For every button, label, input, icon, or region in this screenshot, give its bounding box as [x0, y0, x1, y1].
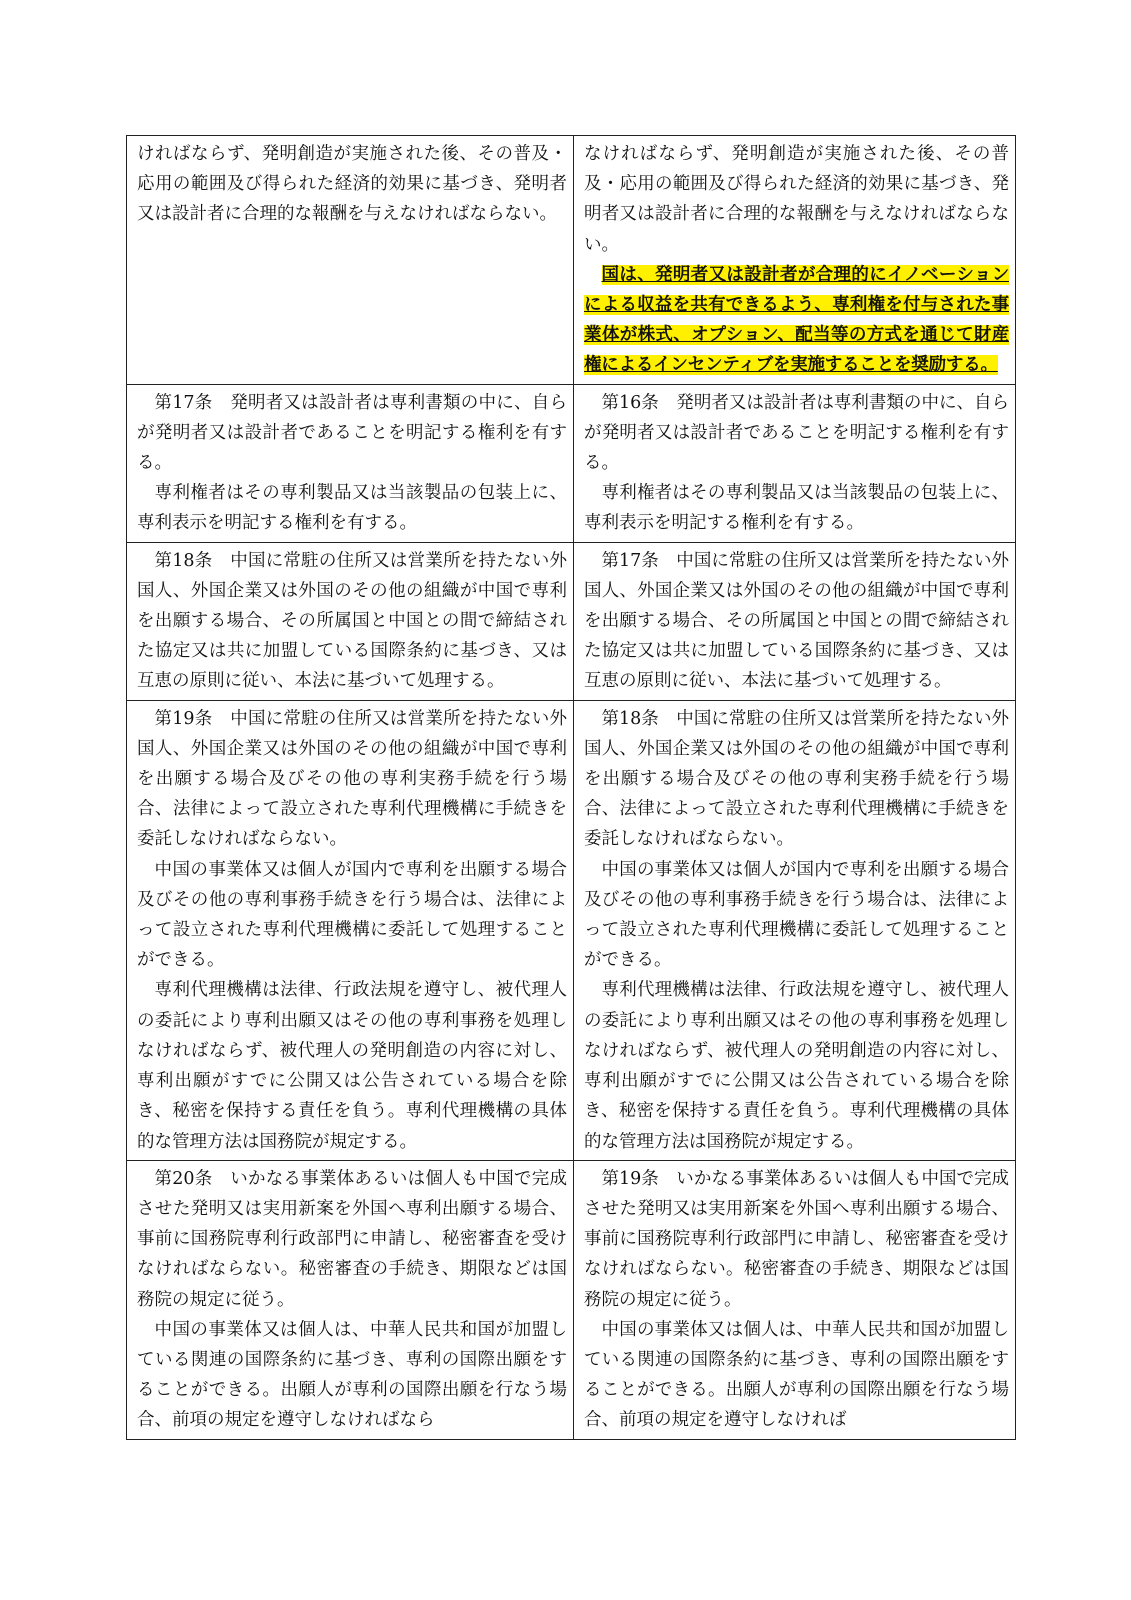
paragraph: 第16条 発明者又は設計者は専利書類の中に、自らが発明者又は設計者であることを明記する権利を有する。	[584, 392, 1009, 474]
paragraph: 第18条 中国に常駐の住所又は営業所を持たない外国人、外国企業又は外国のその他の組織が中国で専利を出願する場合、その所属国と中国との間で締結された協定又は共に加盟している国際条約に基づき、又は互恵の原則に従い、本法に基づいて処理する。	[137, 550, 567, 692]
paragraph: 専利代理機構は法律、行政法規を遵守し、被代理人の委託により専利出願又はその他の専利事務を処理しなければならず、被代理人の発明創造の内容に対し、専利出願がすでに公開又は公告されている場合を除き、秘密を保持する責任を負う。専利代理機構の具体的な管理方法は国務院が規定する。	[137, 980, 567, 1152]
paragraph: 中国の事業体又は個人が国内で専利を出願する場合及びその他の専利事務手続きを行う場合は、法律によって設立された専利代理機構に委託して処理することができる。	[137, 859, 567, 971]
paragraph: 第17条 発明者又は設計者は専利書類の中に、自らが発明者又は設計者であることを明記する権利を有する。	[137, 392, 567, 474]
table-row	[127, 384, 1016, 542]
new-text-cell	[574, 542, 1016, 700]
paragraph: 専利代理機構は法律、行政法規を遵守し、被代理人の委託により専利出願又はその他の専利事務を処理しなければならず、被代理人の発明創造の内容に対し、専利出願がすでに公開又は公告されている場合を除き、秘密を保持する責任を負う。専利代理機構の具体的な管理方法は国務院が規定する。	[584, 980, 1009, 1152]
old-text-cell	[127, 1160, 574, 1439]
old-text-cell	[127, 384, 574, 542]
paragraph: 第20条 いかなる事業体あるいは個人も中国で完成させた発明又は実用新案を外国へ専利出願する場合、事前に国務院専利行政部門に申請し、秘密審査を受けなければならない。秘密審査の手続き、期限などは国務院の規定に従う。	[137, 1168, 567, 1310]
table-row	[127, 700, 1016, 1160]
paragraph: なければならず、発明創造が実施された後、その普及・応用の範囲及び得られた経済的効果に基づき、発明者又は設計者に合理的な報酬を与えなければならない。	[584, 144, 1009, 255]
paragraph: 第18条 中国に常駐の住所又は営業所を持たない外国人、外国企業又は外国のその他の組織が中国で専利を出願する場合及びその他の専利実務手続を行う場合、法律によって設立された専利代理機構に手続きを委託しなければならない。	[584, 708, 1009, 850]
paragraph: 第19条 いかなる事業体あるいは個人も中国で完成させた発明又は実用新案を外国へ専利出願する場合、事前に国務院専利行政部門に申請し、秘密審査を受けなければならない。秘密審査の手続き、期限などは国務院の規定に従う。	[584, 1168, 1009, 1310]
new-text-cell	[574, 384, 1016, 542]
new-text-cell	[574, 700, 1016, 1160]
old-text-cell	[127, 136, 574, 385]
new-text-cell	[574, 136, 1016, 385]
paragraph: 第19条 中国に常駐の住所又は営業所を持たない外国人、外国企業又は外国のその他の組織が中国で専利を出願する場合及びその他の専利実務手続を行う場合、法律によって設立された専利代理機構に手続きを委託しなければならない。	[137, 708, 567, 850]
table-row	[127, 136, 1016, 385]
paragraph: 専利権者はその専利製品又は当該製品の包装上に、専利表示を明記する権利を有する。	[137, 483, 567, 534]
paragraph: 中国の事業体又は個人が国内で専利を出願する場合及びその他の専利事務手続きを行う場合は、法律によって設立された専利代理機構に委託して処理することができる。	[584, 859, 1009, 971]
highlighted-amendment-text: 国は、発明者又は設計者が合理的にイノベーションによる収益を共有できるよう、専利権を付与された事業体が株式、オプション、配当等の方式を通じて財産権によるインセンティブを実施することを奨励する。	[584, 264, 1009, 376]
table-row	[127, 542, 1016, 700]
paragraph: ければならず、発明創造が実施された後、その普及・応用の範囲及び得られた経済的効果に基づき、発明者又は設計者に合理的な報酬を与えなければならない。	[137, 144, 567, 225]
highlighted-amendment	[584, 260, 1009, 381]
paragraph: 第17条 中国に常駐の住所又は営業所を持たない外国人、外国企業又は外国のその他の組織が中国で専利を出願する場合、その所属国と中国との間で締結された協定又は共に加盟している国際条約に基づき、又は互恵の原則に従い、本法に基づいて処理する。	[584, 550, 1009, 692]
comparison-table	[126, 135, 1016, 1440]
old-text-cell	[127, 542, 574, 700]
paragraph: 中国の事業体又は個人は、中華人民共和国が加盟している関連の国際条約に基づき、専利の国際出願をすることができる。出願人が専利の国際出願を行なう場合、前項の規定を遵守しなければ	[584, 1319, 1009, 1431]
new-text-cell	[574, 1160, 1016, 1439]
paragraph: 専利権者はその専利製品又は当該製品の包装上に、専利表示を明記する権利を有する。	[584, 483, 1009, 534]
paragraph: 中国の事業体又は個人は、中華人民共和国が加盟している関連の国際条約に基づき、専利の国際出願をすることができる。出願人が専利の国際出願を行なう場合、前項の規定を遵守しなければなら	[137, 1319, 567, 1431]
old-text-cell	[127, 700, 574, 1160]
table-row	[127, 1160, 1016, 1439]
